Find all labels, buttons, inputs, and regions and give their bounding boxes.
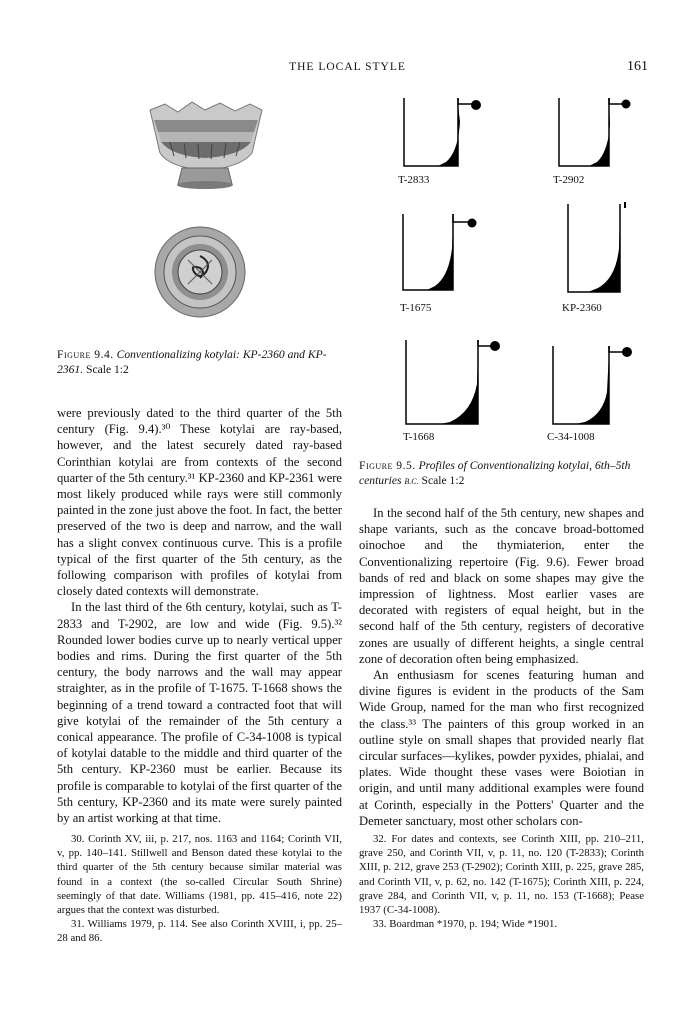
- profile-t-2902: [553, 92, 653, 177]
- footnotes-left: [57, 832, 342, 946]
- figure-9-5-caption-text: Profiles of Conventionalizing kotylai, 6th–5th centuries: [359, 459, 631, 487]
- figure-9-4-scale: Scale 1:2: [86, 363, 129, 376]
- profile-t-2833: [398, 92, 498, 177]
- kotyle-bottom-photo: [150, 222, 250, 327]
- left-column-text: [57, 405, 342, 826]
- figure-9-5-scale: Scale 1:2: [421, 474, 465, 487]
- figure-9-4-label: Figure 9.4.: [57, 348, 114, 361]
- figure-9-4-caption: [57, 347, 332, 377]
- profile-label-t-1675: T-1675: [400, 302, 432, 314]
- profile-kp-2360: [562, 198, 642, 303]
- profile-label-t-2833: T-2833: [398, 174, 430, 186]
- figure-9-5-era: B.C.: [404, 477, 419, 486]
- figure-9-4-caption-text: Conventionalizing kotylai: KP-2360 and KP-2361.: [57, 348, 327, 376]
- right-column-text: [359, 505, 644, 829]
- right-paragraph-2: An enthusiasm for scenes featuring human and divine figures is evident in the products of the Sam Wide Group, named for the man who first recognized the class.³³ The painters of this group worked in an outline style on small shapes that provided nearly flat circular surfaces—kylikes, powder pyxides, phialai, and plates. Wide thought these vases were Boiotian in origin, and until many additional examples were found at Corinth, especially in the Potters' Quarter and the Demeter sanctuary, most other scholars con-: [359, 668, 644, 828]
- footnote-32: 32. For dates and contexts, see Corinth XIII, pp. 210–211, grave 250, and Corinth VII, v, p. 11, no. 120 (T-2833); Corinth XIII, p. 212, grave 253 (T-2902); Corinth XIII, p. 225, grave 285, and Corinth VII, v, p. 62, no. 142 (T-1675); Corinth XIII, p. 224, grave 284, and Corinth VII, v, p. 11, no. 153 (T-1668); Pease 1937 (C-34-1008).: [359, 833, 644, 917]
- profile-t-1668: [400, 334, 510, 435]
- profile-t-1675: [397, 208, 497, 301]
- footnote-31: 31. Williams 1979, p. 114. See also Corinth XVIII, i, pp. 25–28 and 86.: [57, 918, 342, 945]
- kotyle-side-photo: [140, 98, 270, 198]
- footnote-33: 33. Boardman *1970, p. 194; Wide *1901.: [373, 918, 558, 931]
- profile-label-kp-2360: KP-2360: [562, 302, 602, 314]
- footnote-30: 30. Corinth XV, iii, p. 217, nos. 1163 and 1164; Corinth VII, v, pp. 140–141. Stillwell and Benson dated these kotylai to the third quarter of the 5th century because similar material was found in a context (the so-called Circular South Shrine) seemingly of that date. Williams (1981, pp. 415–416, note 22) argues that the context was disturbed.: [57, 833, 342, 917]
- figure-9-5-caption: [359, 458, 649, 489]
- profile-label-t-1668: T-1668: [403, 431, 435, 443]
- footnotes-right: [359, 832, 644, 931]
- left-paragraph-2: In the last third of the 6th century, kotylai, such as T-2833 and T-2902, are low and wide (Fig. 9.5).³² Rounded lower bodies curve up to nearly vertical upper bodies and rims. During the first quarter of the 5th century, the body narrows and the wall may appear straighter, as in the profile of T-1675. T-1668 shows the beginning of a trend toward a contracted foot that will give kotylai of the remainder of the 5th century a conical appearance. The profile of C-34-1008 is typical of kotylai datable to the middle and third quarter of the 5th century. KP-2360 must be earlier. Because its profile is comparable to kotylai of the first quarter of the 5th century, KP-2360 and its mate were surely painted by an artist working at that time.: [57, 600, 342, 826]
- figure-9-5-label: Figure 9.5.: [359, 459, 416, 472]
- running-title: THE LOCAL STYLE: [289, 61, 406, 73]
- page-number: 161: [627, 59, 648, 74]
- right-paragraph-1: In the second half of the 5th century, new shapes and shape variants, such as the concave broad-bottomed oinochoe and the thymiaterion, enter the Conventionalizing repertoire (Fig. 9.6). Fewer broad bands of red and black on some shapes may give the impression of lightness. Most earlier vases are decorated with registers of equal height, but in the second half of the 5th century, registers of decorative zones are usually of different heights, a single central zone of decoration often being emphasized.: [359, 506, 644, 666]
- profile-label-c-34-1008: C-34-1008: [547, 431, 595, 443]
- profile-c-34-1008: [547, 340, 647, 435]
- left-paragraph-1: were previously dated to the third quarter of the 5th century (Fig. 9.4).³⁰ These kotylai are ray-based, however, and the latest securely dated ray-based Corinthian kotylai are from contexts of the second quarter of the 5th century.³¹ KP-2360 and KP-2361 were most likely produced while rays were still commonly painted in the zone just above the foot. In fact, the better preserved of the two is deep and narrow, and the wall has a slight convex continuous curve. This is a profile typical of the first quarter of the 5th century, as the following comparison with profiles of kotylai from closely dated contexts will demonstrate.: [57, 406, 342, 599]
- profile-label-t-2902: T-2902: [553, 174, 585, 186]
